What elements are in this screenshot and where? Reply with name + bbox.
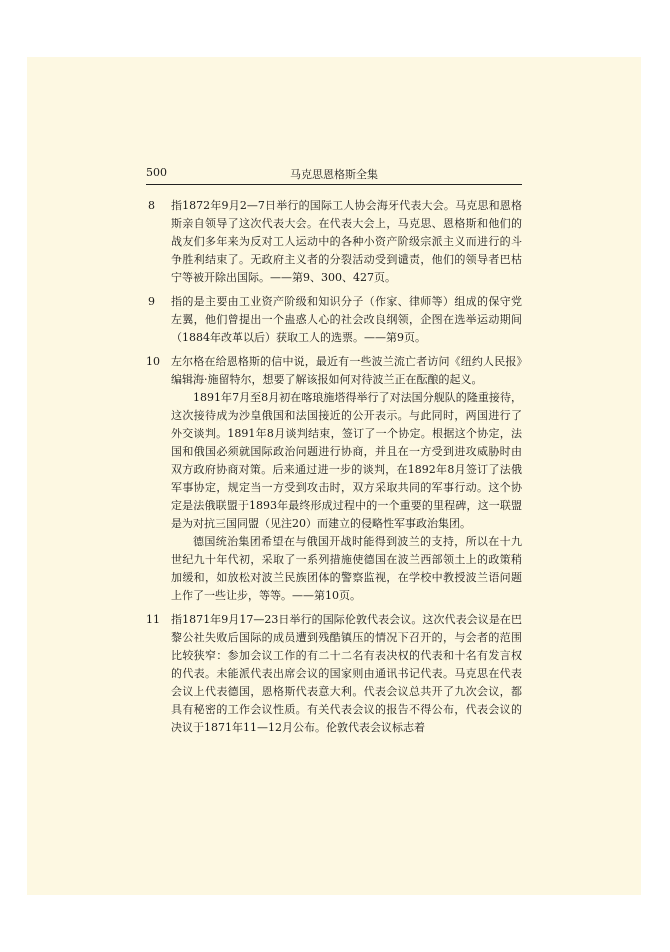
page-header [146, 166, 522, 185]
note-paragraph: 指1871年9月17—23日举行的国际伦敦代表会议。这次代表会议是在巴黎公社失败后国际的成员遭到残酷镇压的情况下召开的，与会者的范围比较狭窄：参加会议工作的有二十二名有表决权的代表和十名有发言权的代表。未能派代表出席会议的国家则由通讯书记代表。马克思在代表会议上代表德国，恩格斯代表意大利。代表会议总共开了九次会议，都具有秘密的工作会议性质。有关代表会议的报告不得公布，代表会议的决议于1871年11—12月公布。伦敦代表会议标志着 [171, 613, 522, 734]
note-paragraph: 指1872年9月2—7日举行的国际工人协会海牙代表大会。马克思和恩格斯亲自领导了这次代表大会。在代表大会上，马克思、恩格斯和他们的战友们多年来为反对工人运动中的各种小资产阶级宗派主义而进行的斗争胜利结束了。无政府主义者的分裂活动受到谴责，他们的领导者巴枯宁等被开除出国际。——第9、300、427页。 [171, 199, 522, 284]
note-number: 9 [148, 295, 155, 308]
note-11 [146, 611, 522, 737]
note-10 [146, 353, 522, 605]
note-paragraph: 左尔格在给恩格斯的信中说，最近有一些波兰流亡者访问《纽约人民报》编辑海·施留特尔，想要了解该报如何对待波兰正在酝酿的起义。 [171, 355, 522, 386]
note-8 [146, 197, 522, 287]
notes-body [146, 197, 522, 743]
note-paragraph: 1891年7月至8月初在喀琅施塔得举行了对法国分舰队的隆重接待，这次接待成为沙皇俄国和法国接近的公开表示。与此同时，两国进行了外交谈判。1891年8月谈判结束，签订了一个协定。根据这个协定，法国和俄国必须就国际政治问题进行协商，并且在一方受到进攻威胁时由双方政府协商对策。后来通过进一步的谈判，在1892年8月签订了法俄军事协定，规定当一方受到攻击时，双方采取共同的军事行动。这个协定是法俄联盟于1893年最终形成过程中的一个重要的里程碑，这一联盟是为对抗三国同盟（见注20）而建立的侵略性军事政治集团。 [171, 391, 522, 530]
running-title: 马克思恩格斯全集 [290, 168, 378, 181]
note-9 [146, 293, 522, 347]
note-paragraph: 指的是主要由工业资产阶级和知识分子（作家、律师等）组成的保守党左翼，他们曾提出一个蛊惑人心的社会改良纲领，企图在选举运动期间（1884年改革以后）获取工人的选票。——第9页。 [171, 295, 522, 344]
note-number: 11 [146, 613, 160, 626]
page-number: 500 [146, 166, 167, 179]
note-number: 10 [146, 355, 160, 368]
note-paragraph: 德国统治集团希望在与俄国开战时能得到波兰的支持，所以在十九世纪九十年代初，采取了一系列措施使德国在波兰西部领土上的政策稍加缓和，如放松对波兰民族团体的警察监视，在学校中教授波兰语问题上作了一些让步，等等。——第10页。 [171, 535, 522, 602]
note-number: 8 [148, 199, 155, 212]
